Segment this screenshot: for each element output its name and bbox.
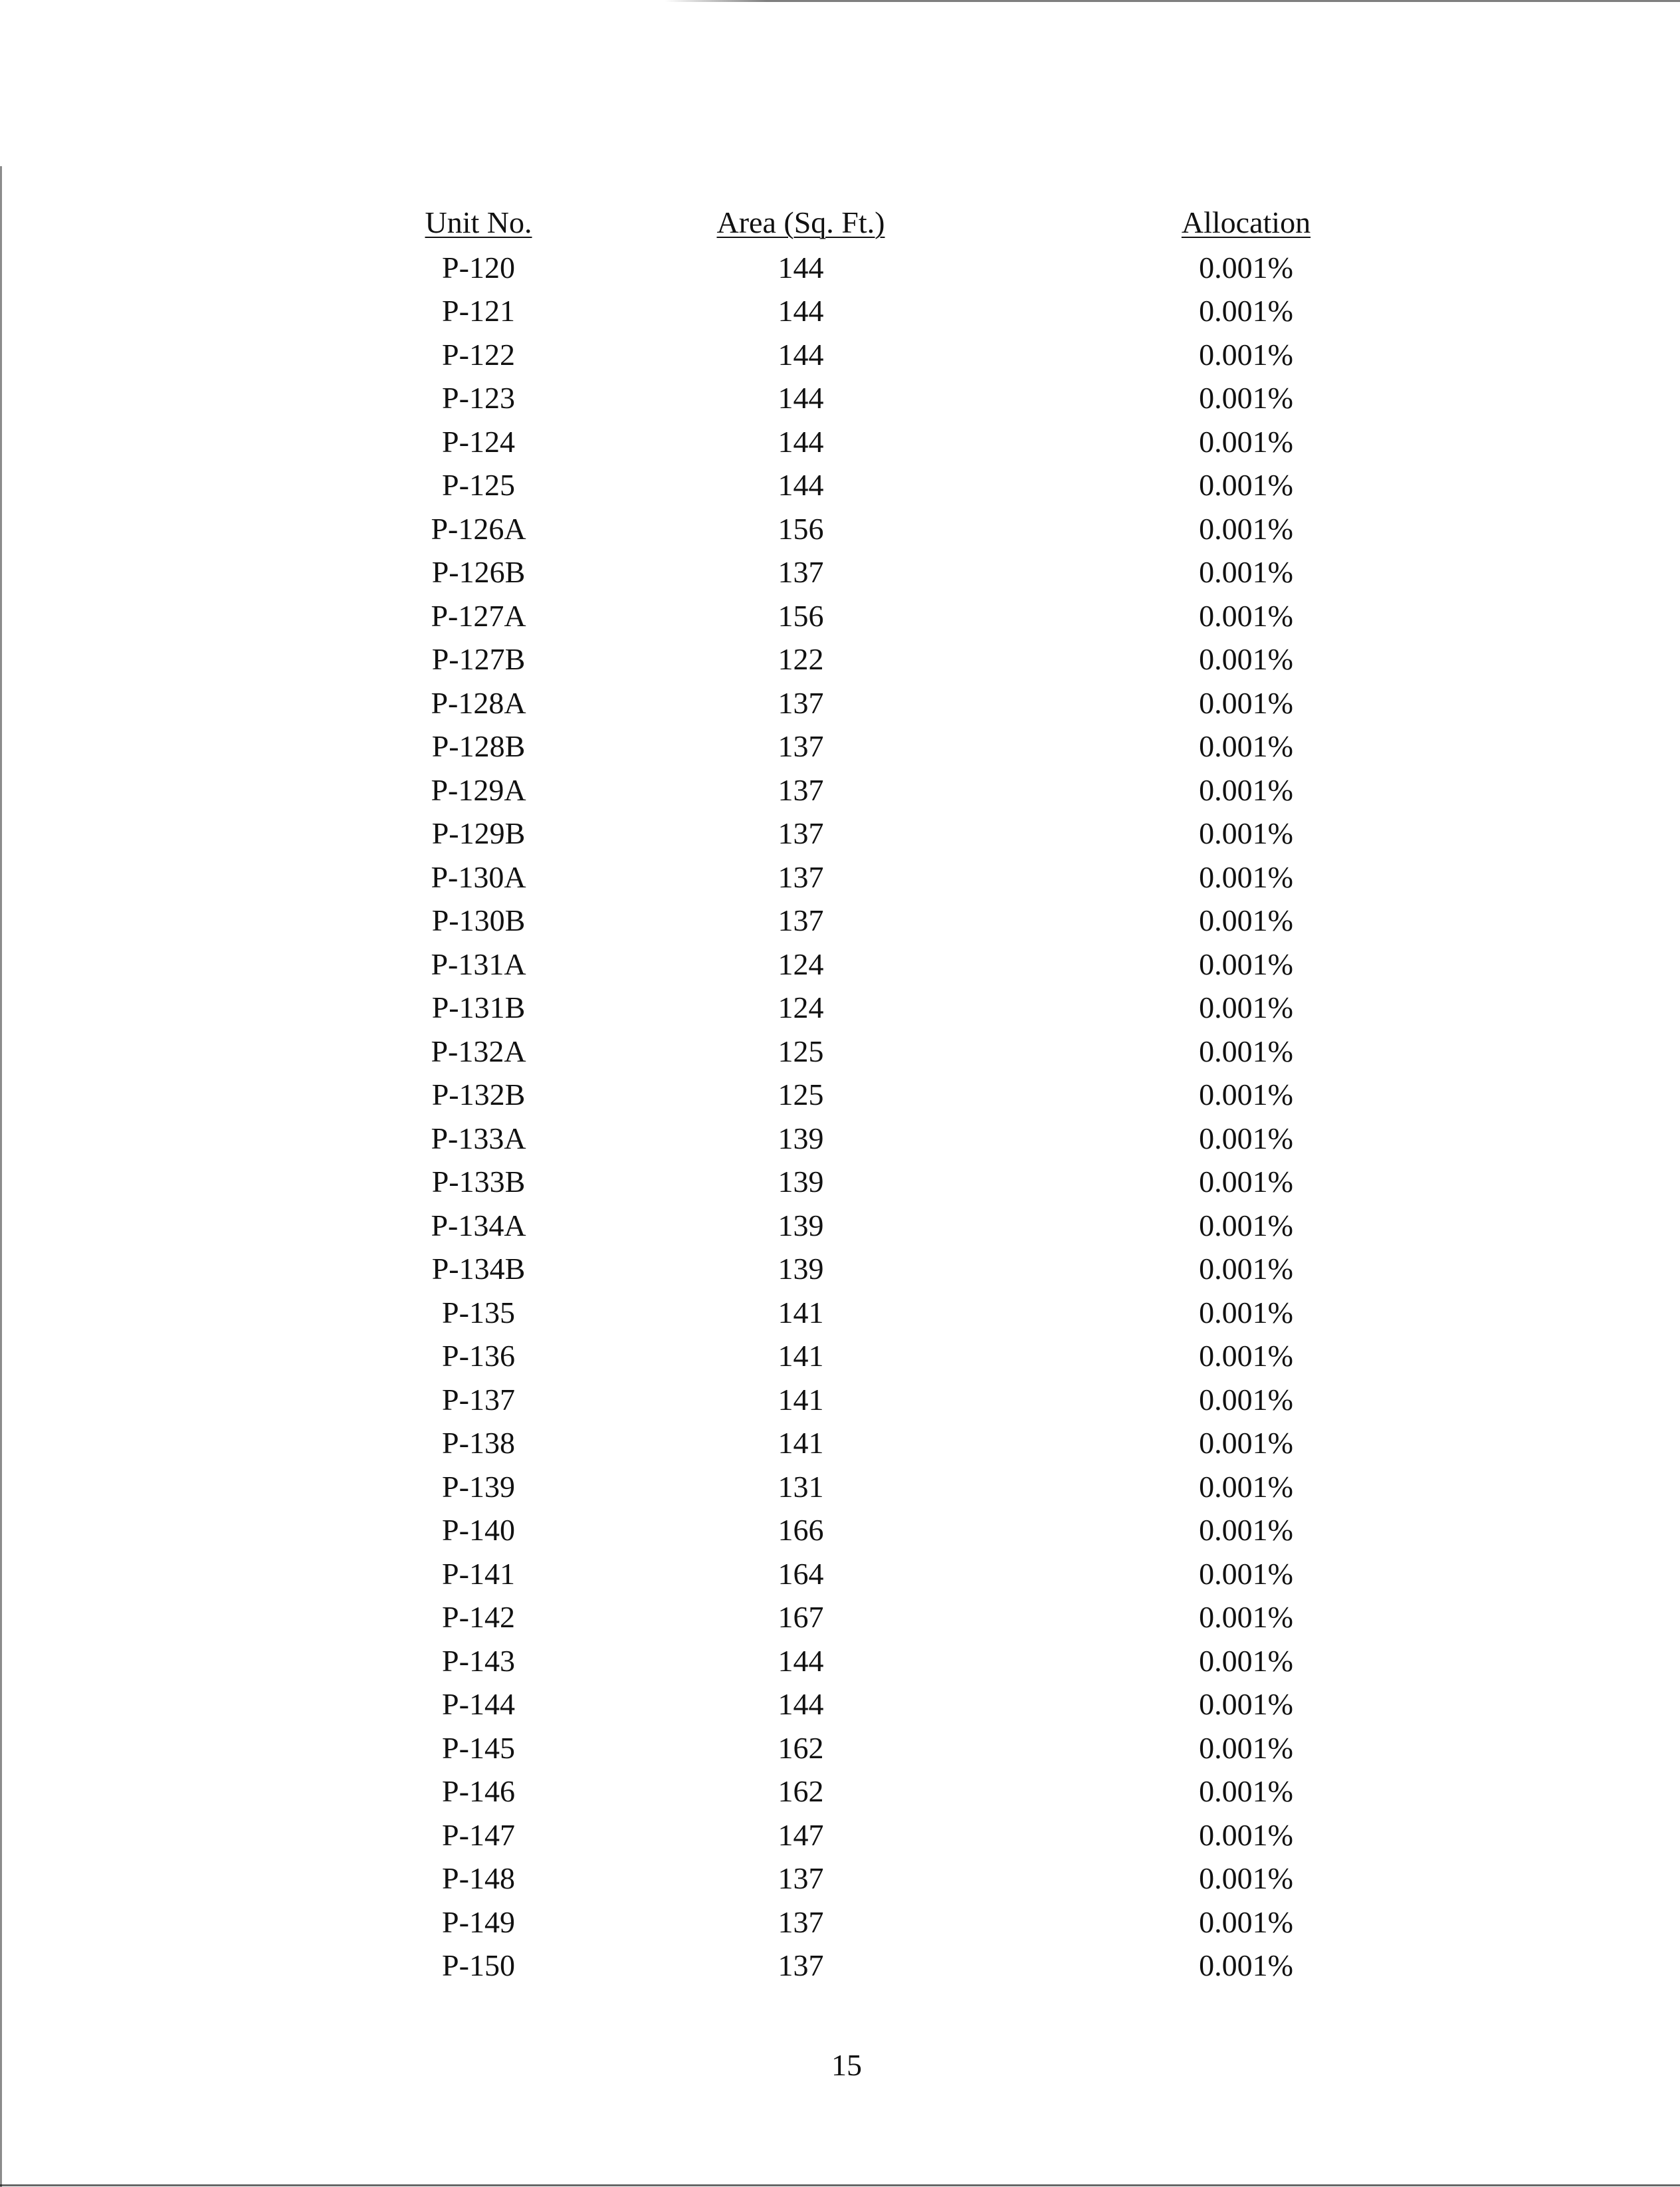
cell-allocation: 0.001% [1199, 729, 1293, 764]
table-row [385, 1335, 1462, 1379]
cell-allocation: 0.001% [1199, 903, 1293, 938]
cell-area: 137 [778, 1861, 824, 1896]
cell-area: 141 [778, 1339, 824, 1373]
cell-allocation: 0.001% [1199, 468, 1293, 503]
table-row [385, 551, 1462, 595]
table-row [385, 1378, 1462, 1422]
cell-unit: P-134B [431, 1252, 526, 1286]
cell-allocation: 0.001% [1199, 947, 1293, 981]
cell-allocation: 0.001% [1199, 1295, 1293, 1329]
table-row [385, 1248, 1462, 1292]
cell-area: 167 [778, 1600, 824, 1635]
cell-area: 144 [778, 1687, 824, 1722]
cell-unit: P-131B [431, 990, 526, 1025]
cell-area: 139 [778, 1121, 824, 1155]
table-row [385, 943, 1462, 986]
cell-allocation: 0.001% [1199, 424, 1293, 459]
cell-allocation: 0.001% [1199, 1078, 1293, 1112]
cell-unit: P-132B [431, 1078, 526, 1112]
cell-unit: P-126B [431, 555, 526, 590]
table-row [385, 768, 1462, 812]
cell-area: 144 [778, 337, 824, 372]
cell-allocation: 0.001% [1199, 1817, 1293, 1852]
column-header-allocation-label: Allocation [1181, 205, 1311, 239]
cell-unit: P-134A [431, 1208, 526, 1242]
table-row [385, 1857, 1462, 1901]
scan-edge-left [0, 166, 2, 2187]
cell-unit: P-143 [442, 1643, 515, 1678]
cell-allocation: 0.001% [1199, 1861, 1293, 1896]
table-row [385, 856, 1462, 899]
table-row [385, 1117, 1462, 1161]
cell-allocation: 0.001% [1199, 381, 1293, 415]
cell-unit: P-137 [442, 1382, 515, 1417]
cell-area: 137 [778, 860, 824, 894]
cell-allocation: 0.001% [1199, 772, 1293, 807]
table-row [385, 1291, 1462, 1335]
table-row [385, 725, 1462, 769]
table-row [385, 812, 1462, 856]
cell-unit: P-128A [431, 685, 526, 720]
cell-unit: P-136 [442, 1339, 515, 1373]
cell-allocation: 0.001% [1199, 1556, 1293, 1591]
table-row [385, 1030, 1462, 1074]
table-row [385, 681, 1462, 725]
cell-area: 144 [778, 424, 824, 459]
cell-unit: P-130A [431, 860, 526, 894]
cell-unit: P-139 [442, 1469, 515, 1504]
cell-unit: P-127A [431, 598, 526, 633]
cell-allocation: 0.001% [1199, 1121, 1293, 1155]
table-row [385, 1770, 1462, 1814]
table-row [385, 899, 1462, 943]
cell-allocation: 0.001% [1199, 1034, 1293, 1068]
cell-allocation: 0.001% [1199, 685, 1293, 720]
cell-unit: P-130B [431, 903, 526, 938]
cell-allocation: 0.001% [1199, 1426, 1293, 1460]
table-row [385, 464, 1462, 508]
cell-allocation: 0.001% [1199, 1774, 1293, 1809]
page-number: 15 [831, 2048, 862, 2082]
cell-area: 139 [778, 1165, 824, 1199]
cell-area: 144 [778, 1643, 824, 1678]
cell-allocation: 0.001% [1199, 1513, 1293, 1548]
cell-area: 156 [778, 598, 824, 633]
cell-allocation: 0.001% [1199, 1252, 1293, 1286]
cell-allocation: 0.001% [1199, 555, 1293, 590]
cell-unit: P-138 [442, 1426, 515, 1460]
cell-area: 162 [778, 1730, 824, 1765]
cell-area: 137 [778, 903, 824, 938]
cell-allocation: 0.001% [1199, 1339, 1293, 1373]
table-row [385, 1639, 1462, 1683]
cell-unit: P-131A [431, 947, 526, 981]
table-row [385, 1509, 1462, 1553]
table-row [385, 246, 1462, 290]
cell-allocation: 0.001% [1199, 1730, 1293, 1765]
cell-area: 125 [778, 1034, 824, 1068]
cell-area: 137 [778, 1904, 824, 1939]
cell-unit: P-141 [442, 1556, 515, 1591]
cell-allocation: 0.001% [1199, 1904, 1293, 1939]
cell-unit: P-127B [431, 642, 526, 677]
cell-allocation: 0.001% [1199, 1600, 1293, 1635]
cell-area: 124 [778, 990, 824, 1025]
cell-area: 144 [778, 294, 824, 328]
cell-allocation: 0.001% [1199, 598, 1293, 633]
cell-unit: P-121 [442, 294, 515, 328]
column-header-allocation [1030, 207, 1462, 238]
cell-unit: P-135 [442, 1295, 515, 1329]
table-row [385, 333, 1462, 377]
table-row [385, 290, 1462, 334]
cell-area: 139 [778, 1208, 824, 1242]
cell-allocation: 0.001% [1199, 1382, 1293, 1417]
cell-unit: P-129B [431, 816, 526, 851]
table-row [385, 377, 1462, 421]
table-row [385, 1813, 1462, 1857]
cell-area: 164 [778, 1556, 824, 1591]
cell-allocation: 0.001% [1199, 511, 1293, 546]
cell-unit: P-133B [431, 1165, 526, 1199]
cell-allocation: 0.001% [1199, 1165, 1293, 1199]
table-row [385, 1074, 1462, 1117]
cell-allocation: 0.001% [1199, 1948, 1293, 1983]
cell-unit: P-129A [431, 772, 526, 807]
cell-unit: P-125 [442, 468, 515, 503]
cell-area: 144 [778, 468, 824, 503]
cell-area: 137 [778, 772, 824, 807]
cell-area: 166 [778, 1513, 824, 1548]
table-row [385, 1944, 1462, 1988]
cell-unit: P-145 [442, 1730, 515, 1765]
cell-allocation: 0.001% [1199, 642, 1293, 677]
table-row [385, 1900, 1462, 1944]
cell-unit: P-133A [431, 1121, 526, 1155]
scan-edge-bottom [0, 2184, 1680, 2186]
cell-area: 139 [778, 1252, 824, 1286]
cell-area: 137 [778, 729, 824, 764]
cell-area: 137 [778, 816, 824, 851]
cell-unit: P-132A [431, 1034, 526, 1068]
cell-area: 147 [778, 1817, 824, 1852]
cell-area: 141 [778, 1426, 824, 1460]
cell-area: 162 [778, 1774, 824, 1809]
cell-area: 122 [778, 642, 824, 677]
scan-edge-top [665, 0, 1680, 2]
cell-allocation: 0.001% [1199, 860, 1293, 894]
cell-allocation: 0.001% [1199, 1643, 1293, 1678]
cell-unit: P-122 [442, 337, 515, 372]
column-header-area-label: Area (Sq. Ft.) [716, 205, 885, 239]
cell-allocation: 0.001% [1199, 1469, 1293, 1504]
column-header-unit [385, 207, 572, 238]
cell-allocation: 0.001% [1199, 1687, 1293, 1722]
cell-allocation: 0.001% [1199, 990, 1293, 1025]
cell-area: 131 [778, 1469, 824, 1504]
cell-unit: P-126A [431, 511, 526, 546]
cell-unit: P-123 [442, 381, 515, 415]
column-header-area [572, 207, 1030, 238]
cell-allocation: 0.001% [1199, 337, 1293, 372]
cell-unit: P-142 [442, 1600, 515, 1635]
table-row [385, 507, 1462, 551]
table-header-row [385, 199, 1462, 246]
unit-allocation-table [385, 199, 1462, 1988]
table-row [385, 1683, 1462, 1727]
cell-unit: P-128B [431, 729, 526, 764]
cell-unit: P-147 [442, 1817, 515, 1852]
table-row [385, 420, 1462, 464]
table-row [385, 638, 1462, 682]
table-row [385, 1204, 1462, 1248]
cell-area: 141 [778, 1382, 824, 1417]
cell-unit: P-124 [442, 424, 515, 459]
table-row [385, 594, 1462, 638]
table-row [385, 1552, 1462, 1596]
cell-allocation: 0.001% [1199, 294, 1293, 328]
table-row [385, 1465, 1462, 1509]
table-row [385, 1596, 1462, 1640]
cell-area: 124 [778, 947, 824, 981]
cell-area: 137 [778, 555, 824, 590]
cell-allocation: 0.001% [1199, 250, 1293, 285]
cell-allocation: 0.001% [1199, 1208, 1293, 1242]
table-row [385, 986, 1462, 1030]
cell-area: 144 [778, 250, 824, 285]
table-row [385, 1726, 1462, 1770]
table-row [385, 1422, 1462, 1466]
cell-unit: P-140 [442, 1513, 515, 1548]
cell-area: 141 [778, 1295, 824, 1329]
cell-unit: P-146 [442, 1774, 515, 1809]
cell-allocation: 0.001% [1199, 816, 1293, 851]
table-row [385, 1161, 1462, 1205]
table-body [385, 246, 1462, 1988]
cell-area: 137 [778, 1948, 824, 1983]
column-header-unit-label: Unit No. [425, 205, 532, 239]
cell-area: 137 [778, 685, 824, 720]
cell-area: 125 [778, 1078, 824, 1112]
cell-unit: P-149 [442, 1904, 515, 1939]
cell-unit: P-150 [442, 1948, 515, 1983]
cell-unit: P-144 [442, 1687, 515, 1722]
cell-area: 144 [778, 381, 824, 415]
cell-unit: P-148 [442, 1861, 515, 1896]
cell-area: 156 [778, 511, 824, 546]
cell-unit: P-120 [442, 250, 515, 285]
